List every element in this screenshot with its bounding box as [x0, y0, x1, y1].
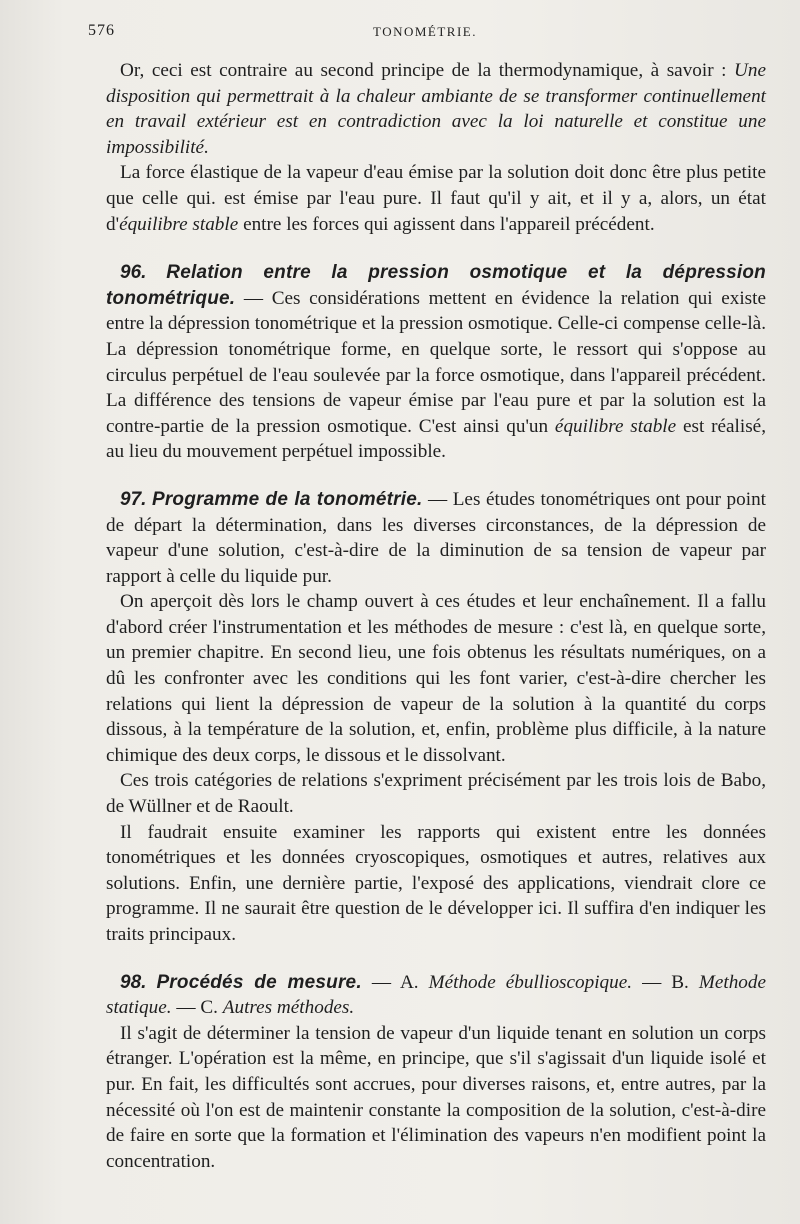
- paragraph-text: Or, ceci est contraire au second principe de la thermodynamique, à savoir :: [120, 60, 727, 81]
- italic-method: Autres méthodes.: [222, 997, 355, 1019]
- section-title: Procédés de mesure.: [156, 971, 362, 993]
- paragraph-text: est réalisé, au lieu du mouvement perpétuel impossible.: [106, 415, 766, 463]
- page-number: 576: [88, 22, 115, 39]
- italic-statement: Une disposition qui permettrait à la chaleur ambiante de se transformer continuellement en travail extérieur est en contradiction avec la loi naturelle et constitue une impossibilité.: [106, 60, 766, 158]
- running-head: TONOMÉTRIE.: [373, 24, 478, 39]
- paragraph-text: — A.: [361, 971, 429, 993]
- section-number: 97.: [120, 488, 147, 510]
- body-text: [106, 58, 766, 1174]
- section-title: Programme de la tonométrie.: [151, 488, 423, 510]
- paragraph-thermodynamics: [106, 58, 766, 160]
- section-96: [106, 260, 766, 465]
- paragraph-elastic-force: [106, 160, 766, 237]
- section-number: 98.: [120, 971, 147, 993]
- paragraph-text: — B.: [632, 971, 699, 993]
- italic-term: équilibre stable: [554, 415, 677, 437]
- paragraph-text: — Les études tonométriques ont pour point de départ la détermination, dans les diverses circonstances, de la dépression de vapeur d'une solution, c'est-à-dire de la diminution de sa tension de vapeur par rapport à celle du liquide pur.: [106, 488, 766, 587]
- section-98: [106, 970, 766, 1021]
- paragraph-measurement: Il s'agit de déterminer la tension de vapeur d'un liquide tenant en solution un corps étranger. L'opération est la même, en principe, que s'il s'agissait d'un liquide isolé et pur. En fait, les difficultés sont accrues, pour diverses raisons, et, entre autres, par la nécessité où l'on est de maintenir constante la composition de la solution, c'est-à-dire de faire en sorte que la formation et l'élimination des vapeurs n'en modifient point la concentration.: [106, 1022, 766, 1172]
- page-header: [88, 22, 760, 44]
- paragraph-field-of-study: On aperçoit dès lors le champ ouvert à ces études et leur enchaînement. Il a fallu d'abord créer l'instrumentation et les méthodes de mesure : c'est là, en quelque sorte, un premier chapitre. En second lieu, une fois obtenus les résultats numériques, on a dû les confronter avec les conditions qui les font varier, c'est-à-dire chercher les relations qui lient la dépression de vapeur de la solution à la quantité du corps dissous, à la température de la solution, et, enfin, problème plus difficile, à la nature chimique des deux corps, le dissous et le dissolvant.: [106, 591, 766, 766]
- paragraph-text: entre les forces qui agissent dans l'appareil précédent.: [238, 213, 655, 235]
- italic-term: équilibre stable: [119, 213, 239, 235]
- italic-method: Methode statique.: [106, 971, 767, 1019]
- paragraph-text: — C.: [171, 997, 223, 1019]
- paragraph-program: Il faudrait ensuite examiner les rapports qui existent entre les données tonométriques et les données cryoscopiques, osmotiques et autres, relatives aux solutions. Enfin, une dernière partie, l'exposé des applications, viendrait clore ce programme. Il ne saurait être question de le développer ici. Il suffira d'en indiquer les traits principaux.: [106, 821, 766, 945]
- section-97: [106, 487, 766, 589]
- italic-method: Méthode ébullioscopique.: [428, 971, 633, 993]
- paragraph-text: La force élastique de la vapeur d'eau émise par la solution doit donc être plus petite que celle qui. est émise par l'eau pure. Il faut qu'il y ait, et il y a, alors, un état d': [106, 162, 766, 235]
- paragraph-three-laws: Ces trois catégories de relations s'expriment précisément par les trois lois de Babo, de Wüllner et de Raoult.: [106, 770, 766, 818]
- section-title: Relation entre la pression osmotique et la dépression tonométrique.: [106, 262, 766, 309]
- section-number: 96.: [120, 262, 147, 284]
- paragraph-text: — Ces considérations mettent en évidence la relation qui existe entre la dépression tonométrique et la pression osmotique. Celle-ci compense celle-là. La dépression tonométrique forme, en quelque sorte, le ressort qui s'oppose au circulus perpétuel de l'eau soulevée par la force osmotique, dans l'appareil précédent. La différence des tensions de vapeur émise par l'eau pure et par la solution est la contre-partie de la pression osmotique. C'est ainsi qu'un: [106, 287, 766, 437]
